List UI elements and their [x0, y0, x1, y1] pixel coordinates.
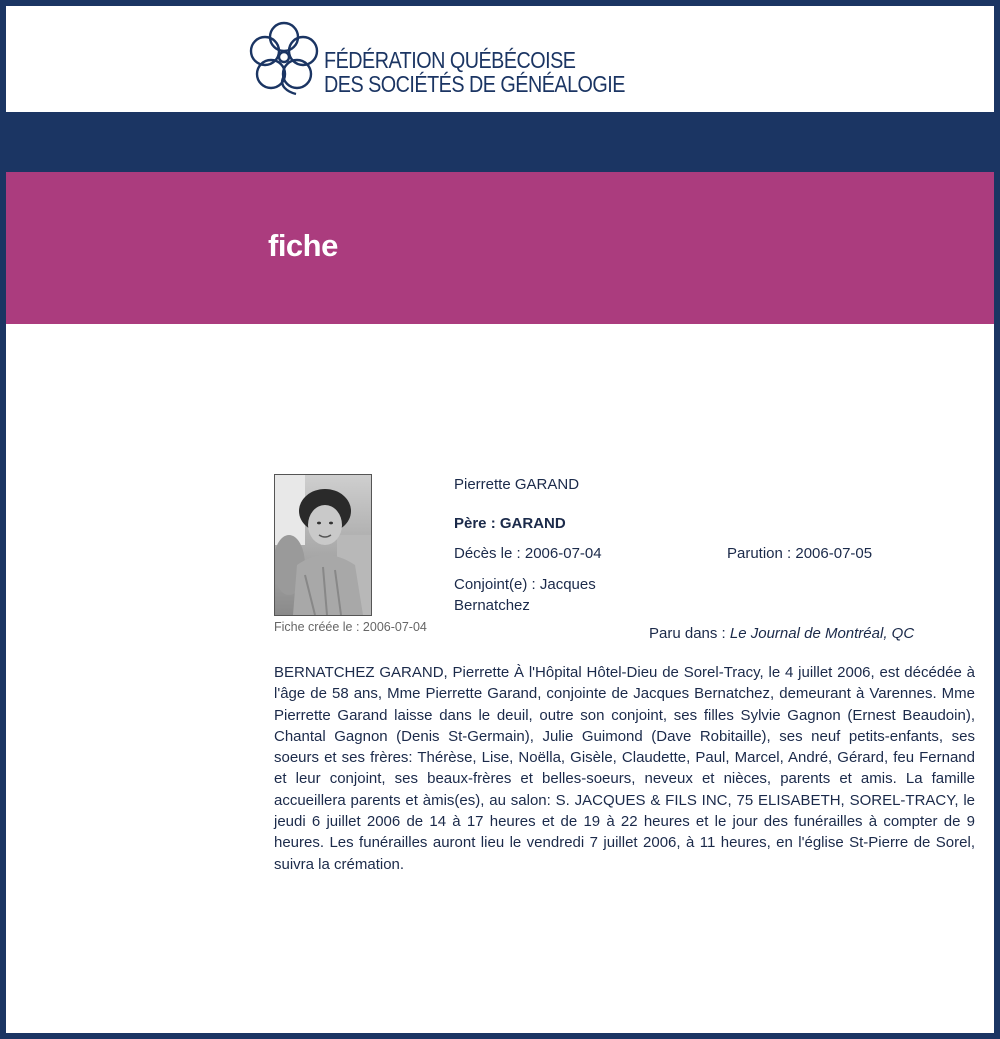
- obituary-text: BERNATCHEZ GARAND, Pierrette À l'Hôpital Hôtel-Dieu de Sorel-Tracy, le 4 juillet 2006, est décédée à l'âge de 58 ans, Mme Pierrette Garand, conjointe de Jacques Bernatchez, demeurant à Varennes. Mme Pierrette Garand laisse dans le deuil, outre son conjoint, ses filles Sylvie Gagnon (Ernest Beaudoin), Chantal Gagnon (Denis St-Germain), Julie Guimond (Dave Robitaille), ses neuf petits-enfants, ses soeurs et ses frères: Thérèse, Lise, Noëlla, Gisèle, Claudette, Paul, Marcel, André, Gérard, feu Fernand et leur conjoint, ses beaux-frères et belles-soeurs, neveux et nièces, parents et amis. La famille accueillera parents et àmis(es), au salon: S. JACQUES & FILS INC, 75 ELISABETH, SOREL-TRACY, le jeudi 6 juillet 2006 de 14 à 17 heures et de 19 à 22 heures et le jour des funérailles à compter de 9 heures. Les funérailles auront lieu le vendredi 7 juillet 2006, à 11 heures, en l'église St-Pierre de Sorel, suivra la crémation.: [274, 664, 975, 873]
- nav-bar: [6, 112, 994, 172]
- published-in-label: Paru dans :: [649, 625, 726, 642]
- father-name: Père : GARAND: [454, 515, 566, 532]
- page-title: fiche: [268, 228, 338, 263]
- title-banner: [6, 172, 994, 324]
- portrait-image: [275, 475, 371, 615]
- published-in-source: Le Journal de Montréal, QC: [729, 625, 915, 642]
- federation-name[interactable]: [324, 48, 625, 96]
- created-date: Fiche créée le : 2006-07-04: [274, 620, 427, 634]
- site-header: [6, 6, 994, 112]
- published-in: [649, 625, 914, 642]
- spouse: Conjoint(e) : Jacques Bernatchez: [454, 576, 596, 614]
- logo-line-1: FÉDÉRATION QUÉBÉCOISE: [324, 47, 576, 73]
- federation-logo-icon[interactable]: [248, 20, 320, 96]
- portrait-photo: [274, 474, 372, 616]
- person-name: Pierrette GARAND: [454, 476, 580, 493]
- page-frame: [6, 6, 994, 1033]
- logo-line-2: DES SOCIÉTÉS DE GÉNÉALOGIE: [324, 71, 625, 97]
- publication-date: Parution : 2006-07-05: [727, 545, 873, 562]
- death-date: Décès le : 2006-07-04: [454, 545, 602, 562]
